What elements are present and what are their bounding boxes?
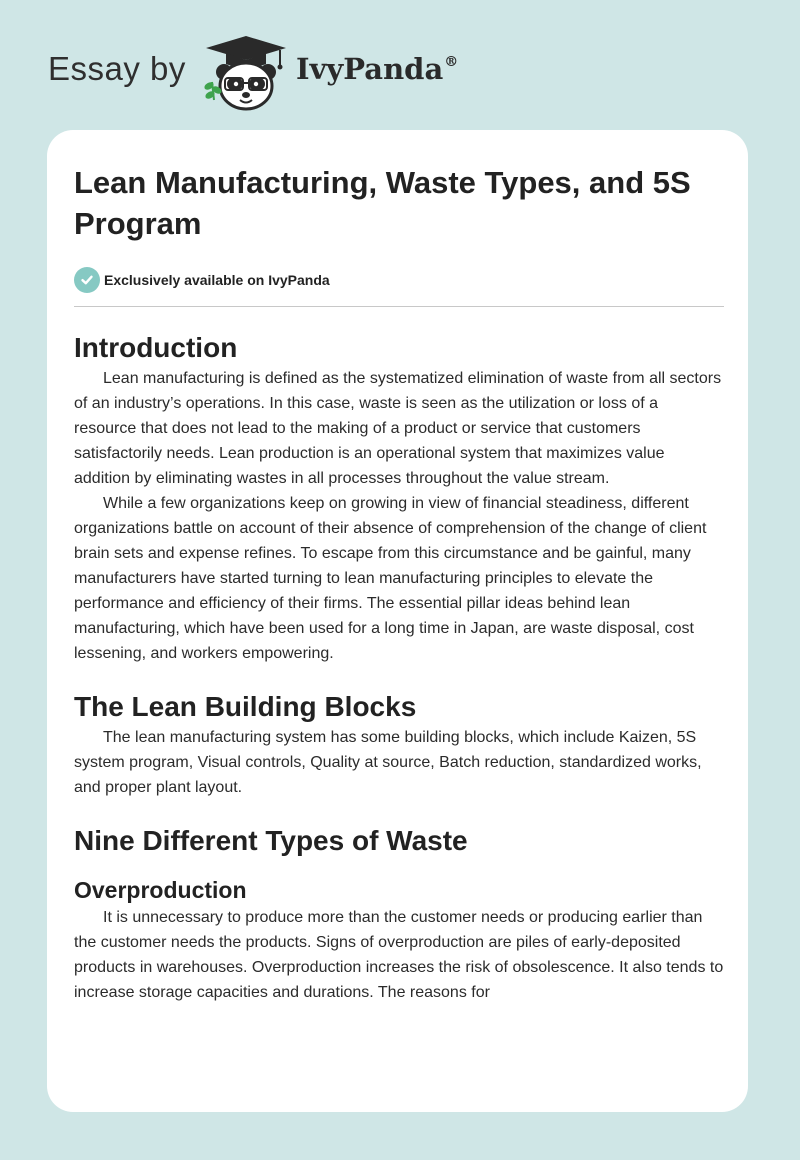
essay-content bbox=[74, 162, 724, 1005]
section-heading-introduction: Introduction bbox=[74, 332, 238, 363]
section-heading-waste-types: Nine Different Types of Waste bbox=[74, 825, 468, 856]
registered-mark: ® bbox=[444, 54, 459, 70]
brand-name[interactable] bbox=[296, 52, 458, 86]
essay-card bbox=[47, 130, 748, 1112]
divider bbox=[74, 306, 724, 307]
badge-text: Exclusively available on IvyPanda bbox=[104, 272, 330, 288]
page-title: Lean Manufacturing, Waste Types, and 5S Program bbox=[74, 165, 691, 241]
brand-name-text: IvyPanda bbox=[296, 52, 444, 86]
brand-prefix: Essay by bbox=[48, 50, 186, 87]
paragraph: The lean manufacturing system has some building blocks, which include Kaizen, 5S system program, Visual controls, Quality at source, Batch reduction, standardized works, and proper plant layout. bbox=[74, 729, 702, 796]
panda-graduate-logo-icon[interactable] bbox=[200, 34, 292, 112]
section-heading-building-blocks: The Lean Building Blocks bbox=[74, 691, 417, 722]
paragraph: Lean manufacturing is defined as the systematized elimination of waste from all sectors of an industry’s operations. In this case, waste is seen as the utilization or loss of a resource that does not lead to the making of a product or service that customers satisfactorily needs. Lean production is an operational system that maximizes value addition by eliminating wastes in all processes throughout the value stream. bbox=[74, 370, 722, 487]
paragraph: While a few organizations keep on growing in view of financial steadiness, different organizations battle on account of their absence of comprehension of the change of client brain sets and expense refines. To escape from this circumstance and be gainful, many manufacturers have started turning to lean manufacturing principles to elevate the performance and efficiency of their firms. The essential pillar ideas behind lean manufacturing, which have been used for a long time in Japan, are waste disposal, cost lessening, and workers empowering. bbox=[74, 495, 707, 662]
exclusive-badge bbox=[74, 266, 724, 294]
check-icon bbox=[74, 267, 100, 293]
paragraph: It is unnecessary to produce more than the customer needs or producing earlier than the customer needs the products. Signs of overproduction are piles of early-deposited products in warehouses. Overproduction increases the risk of obsolescence. It also tends to increase storage capacities and durations. The reasons for bbox=[74, 909, 724, 1001]
site-header bbox=[0, 0, 800, 130]
subsection-heading-overproduction: Overproduction bbox=[74, 877, 247, 903]
